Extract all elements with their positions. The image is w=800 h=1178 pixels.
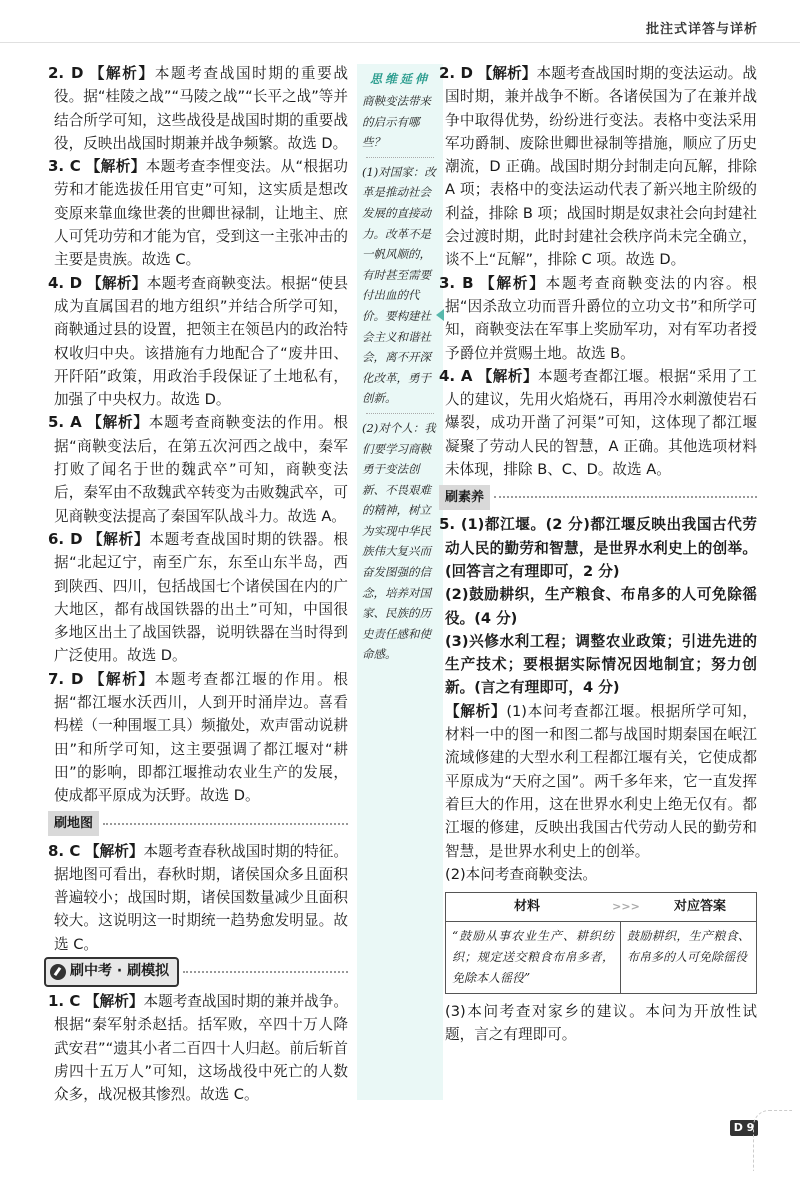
answer-item	[48, 155, 349, 271]
question-number: 5.	[439, 515, 456, 534]
analysis-text: 本题考查战国时期的变法运动。战国时期，兼并战争不断。各诸侯国为了在兼并战争中取得优势，纷纷进行变法。表格中变法采用军功爵制、废除世卿世禄制等措施，顺应了历史潮流，D 正确。战国时期分封制走向瓦解，排除 A 项；表格中的变法运动代表了新兴地主阶级的利益，排除 B 项；战国时期是奴隶社会向封建社会过渡时期，此时封建社会秩序尚未完全确立，谈不上“瓦解”，排除 C 项。故选 D。	[445, 65, 757, 269]
answer-item	[439, 272, 757, 365]
analysis-tag: 【解析】	[477, 367, 539, 385]
question-number: 3. B	[439, 273, 474, 292]
question-number: 6. D	[48, 529, 83, 548]
question-number: 4. D	[48, 273, 83, 292]
analysis-text: 本题考查战国时期的兼并战争。根据“秦军射杀赵括。括军败，卒四十万人降武安君”“遗其小者二百四十人归赵。前后斩首虏四十五万人”可知，这场战役中死亡的人数众多，战况极其惨烈。故选 C。	[54, 992, 348, 1104]
section-divider	[183, 971, 348, 973]
section-map-label: 刷地图	[48, 811, 99, 836]
analysis-tag: 【解析】	[87, 530, 150, 548]
answer-item	[48, 668, 348, 808]
analysis-text: (1)本问考查都江堰。根据所学可知，材料一中的图一和图二都与战国时期秦国在岷江流域修建的大型水利工程都江堰有关，它使成都平原成为“天府之国”。两千多年来，它一直发挥着巨大的作用，这在世界水利史上绝无仅有。都江堰的修建，反映出我国古代劳动人民的勤劳和智慧，是世界水利史上的创举。	[445, 702, 757, 860]
analysis-text: 本题考查李悝变法。从“根据功劳和才能选拔任用官吏”可知，这实质是想改变原来靠血缘世袭的世卿世禄制，让地主、庶人可凭功劳和才能为官，受到这一主张冲击的主要是贵族。故选 C。	[54, 158, 349, 269]
pen-icon	[50, 964, 66, 980]
right-column	[439, 62, 758, 1047]
answer-item	[48, 528, 348, 668]
annotation-sidebar	[357, 64, 443, 1100]
question-number: 4. A	[439, 366, 473, 385]
analysis-tag: 【解析】	[85, 842, 144, 860]
page-corner-decoration	[753, 1110, 792, 1171]
answer-item	[439, 365, 758, 481]
annotation-divider	[366, 157, 434, 158]
question-number: 7. D	[48, 669, 84, 688]
answer-table	[445, 892, 757, 994]
header-divider	[0, 42, 800, 43]
left-column	[48, 62, 349, 1106]
question-number: 5. A	[48, 413, 82, 432]
answer-item	[48, 840, 348, 956]
table-cell-material: “鼓励从事农业生产、耕织纺织；规定送交粮食布帛多者，免除本人徭役”	[446, 922, 621, 993]
table-header-answer: 对应答案	[673, 899, 726, 915]
analysis-5-part3: (3)本问考查对家乡的建议。本问为开放性试题，言之有理即可。	[445, 1003, 757, 1044]
table-arrow-icon: >>>	[612, 900, 640, 914]
analysis-tag: 【解析】	[87, 414, 149, 432]
analysis-text: 本题考查都江堰的作用。根据“都江堰水沃西川，人到开时涌岸边。喜看杩槎（一种围堰工具）频撤处，欢声雷动说耕田”和所学可知，这主要强调了都江堰对“耕田”的影响，即都江堰推动农业生产的发展，使成都平原成为沃野。故选 D。	[54, 670, 348, 805]
answer-item	[48, 272, 349, 412]
analysis-text: 本题考查都江堰。根据“采用了工人的建议，先用火焰烧石，再用冷水刺激使岩石爆裂，成功开凿了河渠”可知，这体现了都江堰凝聚了劳动人民的智慧，A 正确。其他选项材料未体现，排除 B、C、D。故选 A。	[445, 367, 758, 479]
section-practice-label: 刷素养	[439, 485, 490, 510]
question-number: 1. C	[48, 991, 81, 1010]
page-number: D 9	[730, 1120, 758, 1136]
analysis-text: 本题考查春秋战国时期的特征。据地图可看出，春秋时期，诸侯国众多且面积普遍较小；战国时期，诸侯国数量减少且面积较大。这说明这一时期统一趋势愈发明显。故选 C。	[54, 842, 348, 953]
section-divider	[103, 823, 348, 825]
question-number: 2. D	[439, 64, 473, 82]
annotation-question: 商鞅变法带来的启示有哪些？	[362, 94, 431, 150]
analysis-text: 本题考查战国时期的铁器。根据“北起辽宁，南至广东，东至山东半岛，西到陕西、四川，包括战国七个诸侯国在内的广大地区，都有战国铁器的出土”可知，中国很多地区出土了战国铁器，说明铁器在当时得到广泛使用。故选 D。	[54, 530, 348, 665]
analysis-tag: 【解析】	[89, 65, 155, 82]
section-exam-label	[44, 957, 179, 986]
section-practice	[439, 485, 757, 509]
analysis-text: 本题考查战国时期的重要战役。据“桂陵之战”“马陵之战”“长平之战”等并结合所学可知，这些战役是战国时期的重要战役，反映出战国时期兼并战争频繁。故选 D。	[54, 65, 348, 152]
analysis-tag: 【解析】	[87, 274, 147, 292]
answer-item	[439, 62, 757, 272]
analysis-tag: 【解析】	[89, 670, 155, 688]
answer-text: (1)都江堰。(2 分)都江堰反映出我国古代劳动人民的勤劳和智慧，是世界水利史上的创举。(回答言之有理即可，2 分)	[445, 516, 757, 580]
table-cell-answer: 鼓励耕织，生产粮食、布帛多的人可免除徭役	[627, 929, 750, 965]
analysis-tag: 【解析】	[85, 992, 144, 1010]
section-divider	[494, 496, 757, 498]
analysis-text: 本题考查商鞅变法的作用。根据“商鞅变法后，在第五次河西之战中，秦军打败了闻名于世的魏武卒”可知，商鞅变法后，秦军由不敌魏武卒转变为击败魏武卒，可见商鞅变法提高了秦国军队战斗力。故选 A。	[54, 414, 348, 525]
analysis-tag: 【解析】	[480, 274, 546, 292]
section-exam-text: 刷中考 · 刷模拟	[70, 963, 170, 980]
annotation-divider	[366, 413, 434, 414]
answer-5-part3: (3)兴修水利工程；调整农业政策；引进先进的生产技术；要根据实际情况因地制宜；努力创新。(言之有理即可，4 分)	[445, 632, 757, 697]
section-map	[48, 812, 348, 836]
question-number: 8. C	[48, 841, 81, 860]
analysis-text: 本题考查商鞅变法的内容。根据“因杀敌立功而晋升爵位的立功文书”和所学可知，商鞅变法在军事上奖励军功，对有军功者授予爵位并赏赐土地。故选 B。	[445, 274, 757, 362]
annotation-point-1: (1)对国家：改革是推动社会发展的直接动力。改革不是一帆风顺的，有时甚至需要付出血的代价。要构建社会主义和谐社会，离不开深化改革，勇于创新。	[362, 164, 436, 406]
answer-5-part1	[439, 513, 757, 583]
annotation-point-2: (2)对个人：我们要学习商鞅勇于变法创新、不畏艰难的精神，树立为实现中华民族伟大复兴而奋发图强的信念，培养对国家、民族的历史责任感和使命感。	[362, 420, 436, 662]
answer-item	[48, 990, 348, 1106]
question-number: 3. C	[48, 157, 81, 176]
analysis-tag: 【解析】	[477, 65, 537, 82]
question-number: 2. D	[48, 64, 84, 82]
running-header: 批注式详答与详析	[645, 22, 758, 37]
section-exam	[44, 958, 348, 986]
analysis-5-part1	[445, 700, 757, 863]
analysis-tag: 【解析】	[445, 702, 507, 720]
analysis-5-part2: (2)本问考查商鞅变法。	[445, 865, 598, 883]
answer-item	[48, 62, 348, 155]
annotation-title: 思维延伸	[369, 72, 430, 86]
analysis-tag: 【解析】	[85, 158, 146, 176]
answer-5-part2: (2)鼓励耕织，生产粮食、布帛多的人可免除徭役。(4 分)	[445, 586, 757, 627]
table-header-material: 材料	[513, 899, 540, 915]
answer-item	[48, 411, 348, 527]
annotation-pointer-icon	[436, 309, 444, 321]
analysis-text: 本题考查商鞅变法。根据“使县成为直属国君的地方组织”并结合所学可知，商鞅通过县的设置，把领主在领邑内的政治特权收归中央。该措施有力地配合了“废井田、开阡陌”政策，用政治手段保证了土地私有，加强了中央权力。故选 D。	[54, 274, 349, 409]
